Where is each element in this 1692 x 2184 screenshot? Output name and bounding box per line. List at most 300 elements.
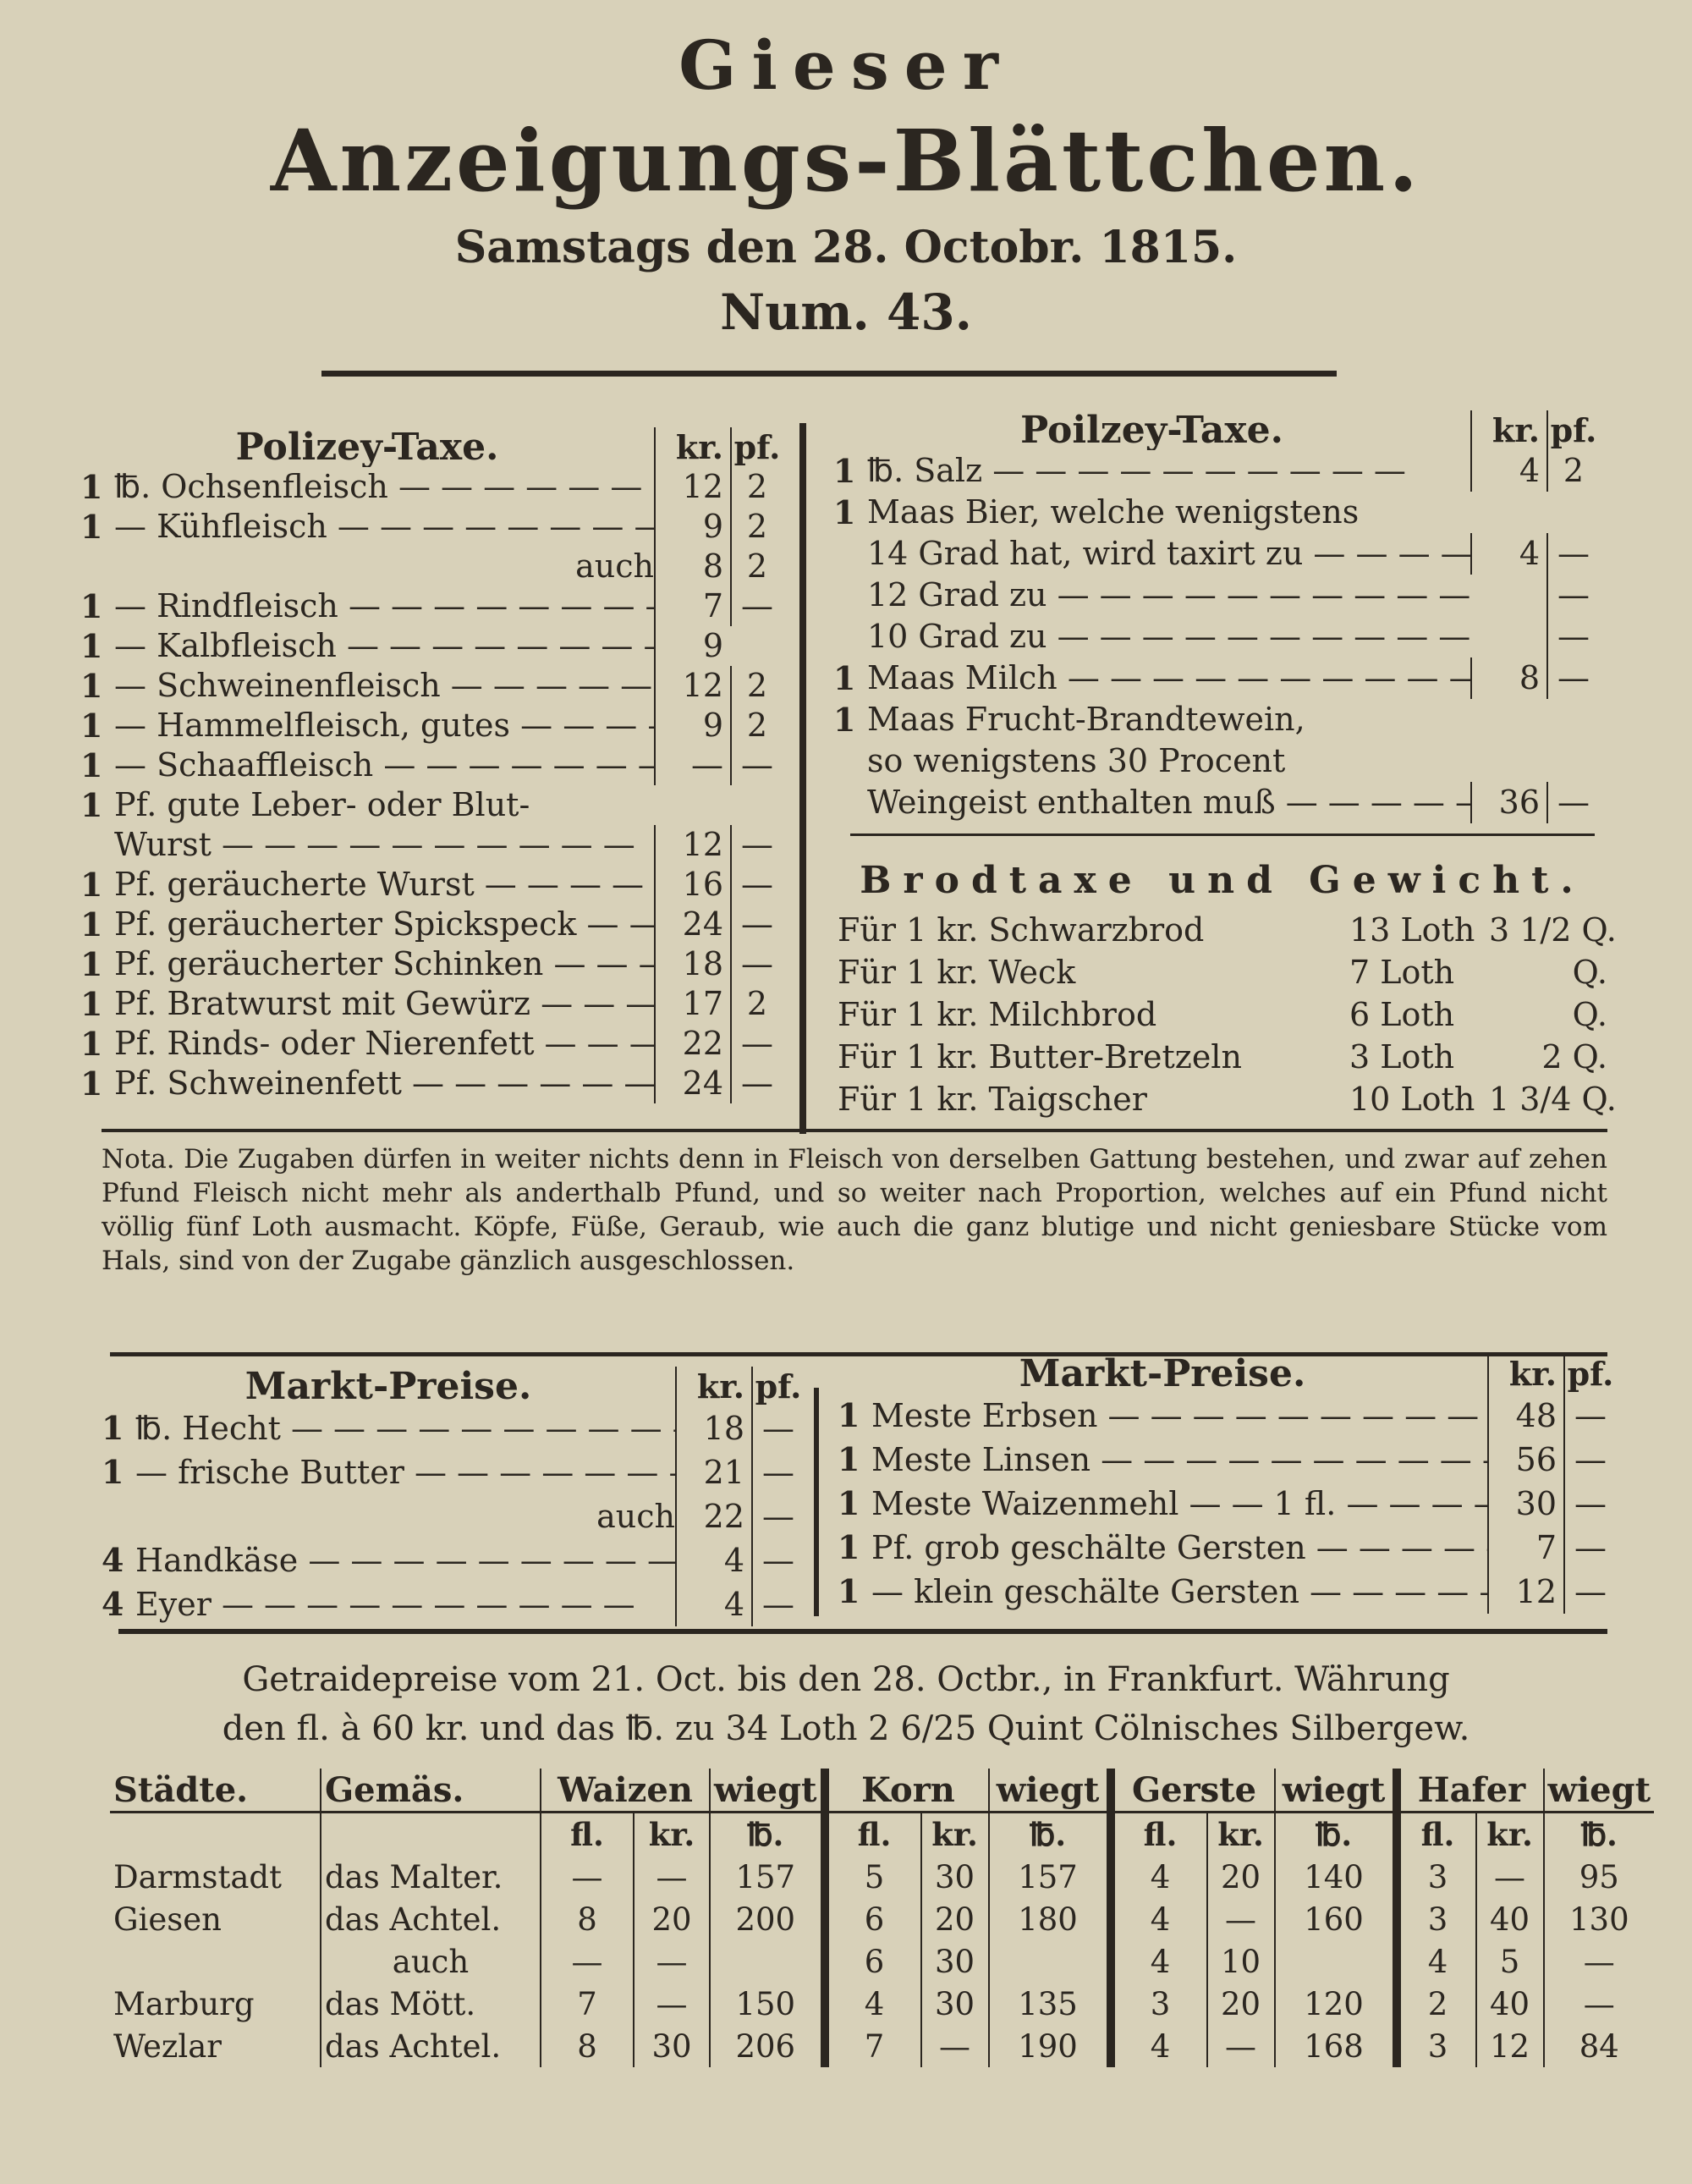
item-quantity: 1 xyxy=(80,1025,103,1063)
column-header: Hafer xyxy=(1397,1769,1544,1813)
price-cell: 95 xyxy=(1544,1856,1655,1898)
item-quantity: 1 xyxy=(838,1396,860,1434)
price-cell: — xyxy=(634,1983,710,2025)
city-name: Marburg xyxy=(113,1985,255,2022)
unit-header: kr. xyxy=(1476,1813,1544,1857)
table-title: Markt-Preise. xyxy=(244,1367,532,1406)
unit-header: ℔. xyxy=(710,1813,825,1857)
price-pf: — xyxy=(751,1582,804,1626)
bread-weight-loth: 7 Loth xyxy=(1349,954,1455,991)
item-quantity: 1 xyxy=(838,1528,860,1566)
table-row xyxy=(838,1482,1616,1526)
pf-header: pf. xyxy=(1546,410,1599,450)
price-kr: 18 xyxy=(654,944,730,984)
price-pf: — xyxy=(1563,1438,1616,1482)
column-header: Korn xyxy=(825,1769,989,1813)
table-row xyxy=(80,785,783,825)
table-row xyxy=(80,586,783,626)
item-quantity: 1 xyxy=(833,493,856,531)
price-pf: — xyxy=(1563,1482,1616,1526)
price-pf: 2 xyxy=(1546,450,1599,492)
price-cell: 130 xyxy=(1544,1898,1655,1940)
item-label: — Kühfleisch — — xyxy=(114,507,654,547)
price-cell: 3 xyxy=(1397,2025,1476,2067)
table-row xyxy=(110,1983,1654,2025)
price-pf: — xyxy=(1546,616,1599,657)
column-header: wiegt xyxy=(710,1769,825,1813)
table-row xyxy=(80,745,783,785)
price-kr: 21 xyxy=(675,1450,751,1494)
brodtaxe xyxy=(838,859,1617,1120)
price-cell: 30 xyxy=(921,1983,989,2025)
city-name xyxy=(110,1940,321,1983)
column-header: Gerste xyxy=(1111,1769,1275,1813)
item-quantity: 1 xyxy=(80,1064,103,1103)
table-row xyxy=(80,825,783,865)
price-kr: 24 xyxy=(654,905,730,944)
item-quantity: 1 xyxy=(80,945,103,983)
measure: auch xyxy=(321,1940,541,1983)
price-cell: 3 xyxy=(1111,1983,1207,2025)
table-row xyxy=(80,666,783,706)
price-cell: 150 xyxy=(710,1983,825,2025)
unit-header: kr. xyxy=(921,1813,989,1857)
measure: das Mött. xyxy=(321,1983,541,2025)
price-pf: — xyxy=(1546,657,1599,699)
column-header: Waizen xyxy=(541,1769,710,1813)
price-cell: 6 xyxy=(825,1940,921,1983)
item-quantity: 1 xyxy=(80,667,103,705)
price-cell: — xyxy=(634,1940,710,1983)
price-kr: 24 xyxy=(654,1064,730,1103)
item-label: — frische Butter — — xyxy=(135,1450,675,1494)
divider xyxy=(321,371,1337,377)
price-pf: — xyxy=(751,1406,804,1450)
price-pf: — xyxy=(730,825,783,865)
price-cell: 40 xyxy=(1476,1898,1544,1940)
price-kr: 12 xyxy=(654,666,730,706)
price-cell: 4 xyxy=(1111,1856,1207,1898)
price-cell: 20 xyxy=(921,1898,989,1940)
price-cell: 157 xyxy=(710,1856,825,1898)
blank-cell xyxy=(321,1813,541,1857)
divider xyxy=(102,1129,1607,1132)
price-cell: 6 xyxy=(825,1898,921,1940)
price-cell: 168 xyxy=(1275,2025,1397,2067)
price-cell: 8 xyxy=(541,1898,634,1940)
price-pf: — xyxy=(730,905,783,944)
item-label: Pf. geräucherter Schinken — — xyxy=(114,944,654,984)
bread-weight-loth: 10 Loth xyxy=(1349,1081,1475,1118)
unit-header: ℔. xyxy=(1275,1813,1397,1857)
pf-header: pf. xyxy=(730,427,783,467)
item-quantity: 1 xyxy=(838,1484,860,1522)
table-row xyxy=(838,909,1617,951)
markt-preise-right xyxy=(838,1350,1616,1614)
price-pf: — xyxy=(1546,782,1599,823)
table-row xyxy=(80,905,783,944)
bread-item: Für 1 kr. Butter-Bretzeln xyxy=(838,1038,1242,1075)
table-row xyxy=(110,2025,1654,2067)
issue-number: Num. 43. xyxy=(720,283,972,341)
price-pf: 2 xyxy=(730,547,783,586)
item-quantity: 4 xyxy=(102,1585,124,1623)
table-row xyxy=(80,1024,783,1064)
item-label: Maas Frucht-Brandtewein, xyxy=(867,701,1305,738)
table-row xyxy=(80,467,783,507)
column-divider xyxy=(799,423,806,1134)
measure: das Achtel. xyxy=(321,2025,541,2067)
unit-header: kr. xyxy=(634,1813,710,1857)
price-kr: 12 xyxy=(654,825,730,865)
price-pf: — xyxy=(1563,1526,1616,1570)
item-label: auch xyxy=(575,547,654,585)
table-row xyxy=(838,1394,1616,1438)
price-cell: 30 xyxy=(634,2025,710,2067)
measure: das Malter. xyxy=(321,1856,541,1898)
bread-item: Für 1 kr. Taigscher xyxy=(838,1081,1147,1118)
table-row xyxy=(110,1898,1654,1940)
price-kr: 30 xyxy=(1487,1482,1563,1526)
table-row xyxy=(102,1538,804,1582)
price-cell xyxy=(710,1940,825,1983)
table-title: Polizey-Taxe. xyxy=(235,427,499,467)
unit-header: fl. xyxy=(1397,1813,1476,1857)
table-row xyxy=(838,1036,1607,1078)
price-cell: — xyxy=(541,1856,634,1898)
item-label: Meste Erbsen — — xyxy=(871,1394,1487,1438)
price-cell: 30 xyxy=(921,1856,989,1898)
price-cell: 4 xyxy=(1111,2025,1207,2067)
price-cell: 180 xyxy=(989,1898,1111,1940)
item-quantity: 1 xyxy=(80,866,103,904)
table-row xyxy=(838,951,1607,993)
table-header xyxy=(838,1350,1616,1394)
column-divider xyxy=(814,1388,819,1616)
table-row xyxy=(833,740,1599,782)
getraide-subheading: den fl. à 60 kr. und das ℔. zu 34 Loth 2 6/25 Quint Cölnisches Silbergew. xyxy=(222,1709,1470,1748)
bread-weight-quint: 2 Q. xyxy=(1541,1038,1607,1075)
bread-item: Für 1 kr. Milchbrod xyxy=(838,996,1157,1033)
price-cell: — xyxy=(541,1940,634,1983)
item-quantity: 1 xyxy=(80,627,103,665)
table-header xyxy=(833,406,1599,450)
price-cell: 157 xyxy=(989,1856,1111,1898)
price-pf: 2 xyxy=(730,666,783,706)
unit-header: kr. xyxy=(1207,1813,1275,1857)
table-row xyxy=(80,1064,783,1103)
table-row xyxy=(833,782,1599,823)
bread-weight-loth: 3 Loth xyxy=(1349,1038,1455,1075)
table-row xyxy=(833,575,1599,616)
price-pf: 2 xyxy=(730,507,783,547)
price-cell: — xyxy=(1544,1983,1655,2025)
price-kr: 8 xyxy=(1470,657,1546,699)
price-pf: — xyxy=(730,586,783,626)
price-cell: 120 xyxy=(1275,1983,1397,2025)
kr-header: kr. xyxy=(675,1367,751,1406)
price-cell: 4 xyxy=(825,1983,921,2025)
item-label: — Kalbfleisch — — xyxy=(114,626,654,666)
table-row xyxy=(838,1570,1616,1614)
price-pf: — xyxy=(1563,1394,1616,1438)
price-cell: 2 xyxy=(1397,1983,1476,2025)
table-row xyxy=(102,1494,804,1538)
item-quantity: 1 xyxy=(80,587,103,625)
price-pf: — xyxy=(1563,1570,1616,1614)
price-cell: 40 xyxy=(1476,1983,1544,2025)
price-kr: 16 xyxy=(654,865,730,905)
item-label: Pf. Bratwurst mit Gewürz — — xyxy=(114,984,654,1024)
item-label: 12 Grad zu — — xyxy=(867,575,1470,616)
price-cell: 12 xyxy=(1476,2025,1544,2067)
table-row xyxy=(838,993,1607,1036)
table-title: Poilzey-Taxe. xyxy=(1020,410,1283,450)
item-label: — Rindfleisch — — xyxy=(114,586,654,626)
item-label: Maas Bier, welche wenigstens xyxy=(867,493,1360,531)
table-row xyxy=(838,1078,1617,1120)
table-row xyxy=(80,626,783,666)
item-quantity: 1 xyxy=(80,786,103,824)
issue-date: Samstags den 28. Octobr. 1815. xyxy=(454,222,1238,273)
price-cell: 20 xyxy=(634,1898,710,1940)
table-row xyxy=(80,507,783,547)
item-quantity: 1 xyxy=(833,659,856,697)
table-row xyxy=(833,492,1599,533)
bread-weight-quint: 1 3/4 Q. xyxy=(1489,1081,1617,1118)
price-pf: — xyxy=(1546,533,1599,575)
price-kr: 12 xyxy=(654,467,730,507)
city-name: Giesen xyxy=(113,1901,222,1938)
item-label: 14 Grad hat, wird taxirt zu — — xyxy=(867,533,1470,575)
price-kr: 4 xyxy=(675,1538,751,1582)
price-cell xyxy=(989,1940,1111,1983)
item-label: ℔. Salz — — xyxy=(867,450,1470,492)
column-header: Städte. xyxy=(110,1769,321,1813)
table-title: Markt-Preise. xyxy=(1019,1354,1306,1394)
price-kr: 22 xyxy=(675,1494,751,1538)
polizey-taxe-right xyxy=(833,406,1599,823)
table-row xyxy=(80,547,783,586)
item-label: Pf. grob geschälte Gersten — — xyxy=(871,1526,1487,1570)
item-label: Handkäse — — xyxy=(135,1538,675,1582)
table-row xyxy=(838,1438,1616,1482)
bread-weight-quint: 3 1/2 Q. xyxy=(1489,911,1617,949)
item-label: Pf. Rinds- oder Nierenfett — — xyxy=(114,1024,654,1064)
table-row xyxy=(833,450,1599,492)
table-row xyxy=(833,657,1599,699)
item-quantity: 1 xyxy=(833,701,856,739)
polizey-taxe-left xyxy=(80,423,783,1103)
price-pf: — xyxy=(751,1450,804,1494)
bread-weight-quint: Q. xyxy=(1572,954,1607,991)
price-cell: 190 xyxy=(989,2025,1111,2067)
item-label: — klein geschälte Gersten — — xyxy=(871,1570,1487,1614)
table-row xyxy=(833,699,1599,740)
item-quantity: 1 xyxy=(80,905,103,943)
nota-text: Nota. Die Zugaben dürfen in weiter nichts denn in Fleisch von derselben Gattung bestehen, und zwar auf zehen Pfund Fleisch nicht mehr als anderthalb Pfund, und so weiter nach Proportion, welches auf ein Pfund nicht völlig fünf Loth ausmacht. Köpfe, Füße, Geraub, wie auch die ganz blutige und nicht geniesbare Stücke vom Hals, sind von der Zugabe gänzlich ausgeschlossen. xyxy=(102,1144,1607,1276)
price-kr: 9 xyxy=(654,507,730,547)
price-pf: — xyxy=(751,1494,804,1538)
markt-preise-left xyxy=(102,1362,804,1626)
price-cell xyxy=(1275,1940,1397,1983)
price-pf: — xyxy=(730,865,783,905)
divider xyxy=(118,1629,1607,1634)
column-header: wiegt xyxy=(1544,1769,1655,1813)
price-pf: — xyxy=(1546,575,1599,616)
table-row xyxy=(80,865,783,905)
item-label: ℔. Hecht — — xyxy=(135,1406,675,1450)
price-kr: 9 xyxy=(654,626,730,666)
price-cell: 200 xyxy=(710,1898,825,1940)
bread-item: Für 1 kr. Weck xyxy=(838,954,1076,991)
city-name: Darmstadt xyxy=(113,1858,282,1895)
price-kr: 7 xyxy=(654,586,730,626)
price-cell: — xyxy=(921,2025,989,2067)
price-pf: — xyxy=(730,944,783,984)
item-label: — Hammelfleisch, gutes — — xyxy=(114,706,654,745)
price-cell: 5 xyxy=(1476,1940,1544,1983)
item-label: 10 Grad zu — — xyxy=(867,616,1470,657)
price-cell: 3 xyxy=(1397,1898,1476,1940)
kr-header: kr. xyxy=(654,427,730,467)
price-kr: 7 xyxy=(1487,1526,1563,1570)
item-label: Wurst — — xyxy=(114,825,654,865)
measure: das Achtel. xyxy=(321,1898,541,1940)
blank-cell xyxy=(110,1813,321,1857)
table-row xyxy=(833,533,1599,575)
price-pf: — xyxy=(751,1538,804,1582)
item-label: Meste Waizenmehl — — 1 fl. — — xyxy=(871,1482,1487,1526)
table-header xyxy=(102,1362,804,1406)
bread-weight-loth: 6 Loth xyxy=(1349,996,1455,1033)
item-label: — Schaaffleisch — — xyxy=(114,745,654,785)
price-pf: 2 xyxy=(730,706,783,745)
table-row xyxy=(102,1406,804,1450)
item-label: so wenigstens 30 Procent xyxy=(867,742,1286,779)
pf-header: pf. xyxy=(751,1367,804,1406)
table-row xyxy=(110,1940,1654,1983)
getraide-table xyxy=(110,1769,1654,2067)
price-cell: 206 xyxy=(710,2025,825,2067)
table-row xyxy=(80,984,783,1024)
price-cell: 30 xyxy=(921,1940,989,1983)
price-cell: — xyxy=(1544,1940,1655,1983)
price-pf: 2 xyxy=(730,984,783,1024)
bread-item: Für 1 kr. Schwarzbrod xyxy=(838,911,1205,949)
price-pf: — xyxy=(730,1024,783,1064)
price-cell: 8 xyxy=(541,2025,634,2067)
item-label: Pf. geräucherter Spickspeck — — xyxy=(114,905,654,944)
kr-header: kr. xyxy=(1487,1354,1563,1394)
item-quantity: 1 xyxy=(80,707,103,745)
price-cell: 84 xyxy=(1544,2025,1655,2067)
item-quantity: 1 xyxy=(80,468,103,506)
bread-weight-quint: Q. xyxy=(1572,996,1607,1033)
price-cell: 20 xyxy=(1207,1983,1275,2025)
item-quantity: 1 xyxy=(80,746,103,784)
table-row xyxy=(833,616,1599,657)
pf-header: pf. xyxy=(1563,1354,1616,1394)
table-header xyxy=(80,423,783,467)
table-row xyxy=(838,1526,1616,1570)
item-quantity: 1 xyxy=(80,508,103,546)
unit-header: fl. xyxy=(541,1813,634,1857)
price-pf: — xyxy=(730,745,783,785)
price-kr: 56 xyxy=(1487,1438,1563,1482)
price-cell: 4 xyxy=(1111,1940,1207,1983)
price-kr: 48 xyxy=(1487,1394,1563,1438)
divider xyxy=(850,833,1595,836)
item-label: auch xyxy=(596,1498,675,1535)
price-kr: 8 xyxy=(654,547,730,586)
column-header: wiegt xyxy=(989,1769,1111,1813)
subheader-row xyxy=(110,1813,1654,1857)
price-cell: 10 xyxy=(1207,1940,1275,1983)
price-kr: 18 xyxy=(675,1406,751,1450)
unit-header: ℔. xyxy=(1544,1813,1655,1857)
price-cell: 3 xyxy=(1397,1856,1476,1898)
price-kr: 12 xyxy=(1487,1570,1563,1614)
price-cell: 4 xyxy=(1397,1940,1476,1983)
column-header: wiegt xyxy=(1275,1769,1397,1813)
item-quantity: 1 xyxy=(102,1453,124,1491)
item-label: Pf. geräucherte Wurst — — xyxy=(114,865,654,905)
unit-header: fl. xyxy=(1111,1813,1207,1857)
price-cell: — xyxy=(1207,1898,1275,1940)
item-label: — Schweinenfleisch — — xyxy=(114,666,654,706)
getraide-heading: Getraidepreise vom 21. Oct. bis den 28. Octbr., in Frankfurt. Währung xyxy=(242,1660,1450,1699)
table-row xyxy=(102,1582,804,1626)
price-cell: 160 xyxy=(1275,1898,1397,1940)
price-kr: 4 xyxy=(1470,533,1546,575)
city-name: Wezlar xyxy=(113,2027,222,2065)
price-kr: 4 xyxy=(675,1582,751,1626)
price-kr: 4 xyxy=(1470,450,1546,492)
price-kr: — xyxy=(654,745,730,785)
item-quantity: 1 xyxy=(838,1440,860,1478)
table-row xyxy=(110,1856,1654,1898)
item-quantity: 4 xyxy=(102,1541,124,1579)
item-label: Weingeist enthalten muß — — xyxy=(867,782,1470,823)
price-cell: 7 xyxy=(825,2025,921,2067)
price-cell: 135 xyxy=(989,1983,1111,2025)
price-cell: — xyxy=(1476,1856,1544,1898)
brodtaxe-title: Brodtaxe und Gewicht. xyxy=(860,859,1585,902)
masthead-title: Anzeigungs-Blättchen. xyxy=(270,111,1422,211)
item-label: Pf. Schweinenfett — — xyxy=(114,1064,654,1103)
kr-header: kr. xyxy=(1470,410,1546,450)
price-cell: 140 xyxy=(1275,1856,1397,1898)
price-cell: 20 xyxy=(1207,1856,1275,1898)
item-quantity: 1 xyxy=(838,1572,860,1610)
price-kr: 22 xyxy=(654,1024,730,1064)
item-quantity: 1 xyxy=(80,985,103,1023)
masthead-town: Gieser xyxy=(678,25,1014,105)
item-label: Meste Linsen — — xyxy=(871,1438,1487,1482)
price-cell: — xyxy=(634,1856,710,1898)
column-header: Gemäs. xyxy=(321,1769,541,1813)
price-cell: 4 xyxy=(1111,1898,1207,1940)
price-pf: 2 xyxy=(730,467,783,507)
item-label: ℔. Ochsenfleisch — — xyxy=(114,467,654,507)
table-header-row xyxy=(110,1769,1654,1813)
table-row xyxy=(80,706,783,745)
price-cell: 5 xyxy=(825,1856,921,1898)
bread-weight-loth: 13 Loth xyxy=(1349,911,1475,949)
unit-header: fl. xyxy=(825,1813,921,1857)
item-quantity: 1 xyxy=(833,452,856,490)
